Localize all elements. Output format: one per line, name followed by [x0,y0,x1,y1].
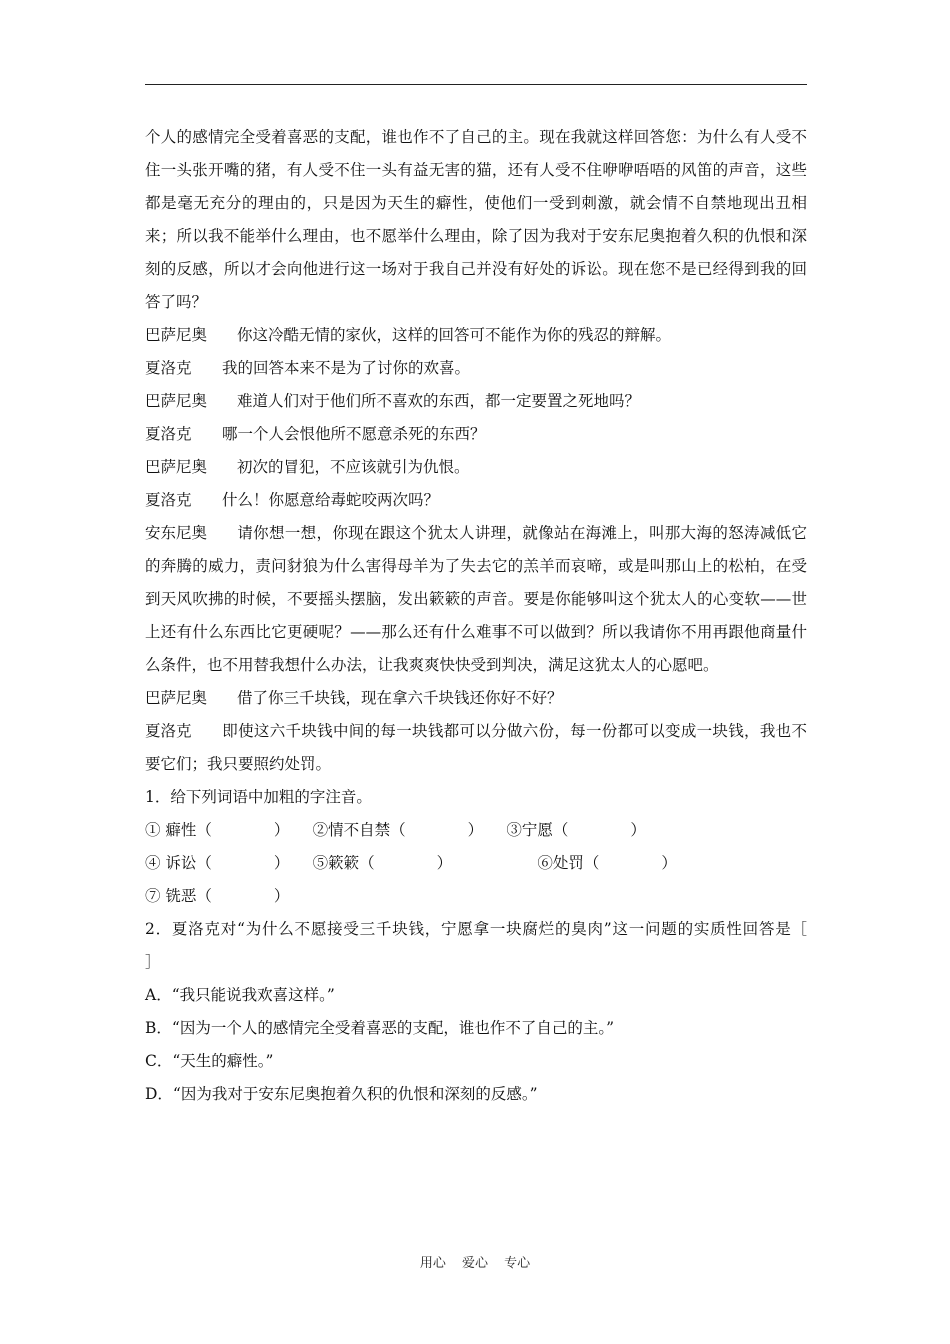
speaker-name: 巴萨尼奥 [145,458,208,476]
footer-word: 用心 [419,1256,446,1271]
document-body [145,121,854,1111]
dialogue-text: 借了你三千块钱，现在拿六千块钱还你好不好？ [237,689,563,707]
footer-word: 爱心 [461,1256,488,1271]
header-rule [145,84,807,85]
dialogue-line [145,517,807,682]
speaker-name: 夏洛克 [145,491,192,509]
question-2-option: D．“因为我对于安东尼奥抱着久积的仇恨和深刻的反感。” [145,1085,538,1103]
speaker-name: 夏洛克 [145,359,192,377]
dialogue-text: 即使这六千块钱中间的每一块钱都可以分做六份，每一份都可以变成一块钱，我也不要它们；我只要照约处罚。 [145,722,807,773]
dialogue-line [145,385,807,418]
question-2-option: C．“天生的癖性。” [145,1052,274,1070]
dialogue-line [145,319,807,352]
paragraph-continuation: 个人的感情完全受着喜恶的支配，谁也作不了自己的主。现在我就这样回答您：为什么有人受不住一头张开嘴的猪，有人受不住一头有益无害的猫，还有人受不住咿咿唔唔的风笛的声音，这些都是毫无充分的理由的，只是因为天生的癖性，使他们一受到刺激，就会情不自禁地现出丑相来；所以我不能举什么理由，也不愿举什么理由，除了因为我对于安东尼奥抱着久积的仇恨和深刻的反感，所以才会向他进行这一场对于我自己并没有好处的诉讼。现在您不是已经得到我的回答了吗？ [145,128,807,311]
dialogue-line [145,715,807,781]
speaker-name: 巴萨尼奥 [145,689,208,707]
speaker-name: 夏洛克 [145,425,192,443]
dialogue-text: 什么！你愿意给毒蛇咬两次吗？ [222,491,440,509]
dialogue-text: 我的回答本来不是为了讨你的欢喜。 [222,359,471,377]
dialogue-line [145,418,807,451]
question-2-option: A．“我只能说我欢喜这样。” [145,986,335,1004]
page-footer [0,1252,950,1271]
dialogue-text: 你这冷酷无情的家伙，这样的回答可不能作为你的残忍的辩解。 [237,326,672,344]
question-1-row: ④ 诉讼（ ） ⑤簌簌（ ） ⑥处罚（ ） [145,854,677,872]
question-1-row: ① 癖性（ ） ②情不自禁（ ） ③宁愿（ ） [145,821,646,839]
question-2-stem: 2．夏洛克对“为什么不愿接受三千块钱，宁愿拿一块腐烂的臭肉”这一问题的实质性回答是［ ］ [145,920,854,971]
question-1-stem: 1．给下列词语中加粗的字注音。 [145,788,372,806]
question-1-row: ⑦ 铣恶（ ） [145,887,290,905]
dialogue-text: 难道人们对于他们所不喜欢的东西，都一定要置之死地吗？ [237,392,641,410]
dialogue-text: 哪一个人会恨他所不愿意杀死的东西？ [222,425,486,443]
dialogue-line [145,484,807,517]
speaker-name: 安东尼奥 [145,524,208,542]
dialogue-line [145,682,807,715]
dialogue-text: 初次的冒犯，不应该就引为仇恨。 [237,458,470,476]
question-2-option: B．“因为一个人的感情完全受着喜恶的支配，谁也作不了自己的主。” [145,1019,614,1037]
speaker-name: 巴萨尼奥 [145,326,208,344]
footer-word: 专心 [504,1256,531,1271]
dialogue-line [145,352,807,385]
speaker-name: 夏洛克 [145,722,192,740]
speaker-name: 巴萨尼奥 [145,392,208,410]
dialogue-line [145,451,807,484]
dialogue-text: 请你想一想，你现在跟这个犹太人讲理，就像站在海滩上，叫那大海的怒涛减低它的奔腾的威力，责问豺狼为什么害得母羊为了失去它的羔羊而哀啼，或是叫那山上的松柏，在受到天风吹拂的时候，不要摇头摆脑，发出簌簌的声音。要是你能够叫这个犹太人的心变软——世上还有什么东西比它更硬呢？——那么还有什么难事不可以做到？所以我请你不用再跟他商量什么条件，也不用替我想什么办法，让我爽爽快快受到判决，满足这犹太人的心愿吧。 [145,524,807,674]
